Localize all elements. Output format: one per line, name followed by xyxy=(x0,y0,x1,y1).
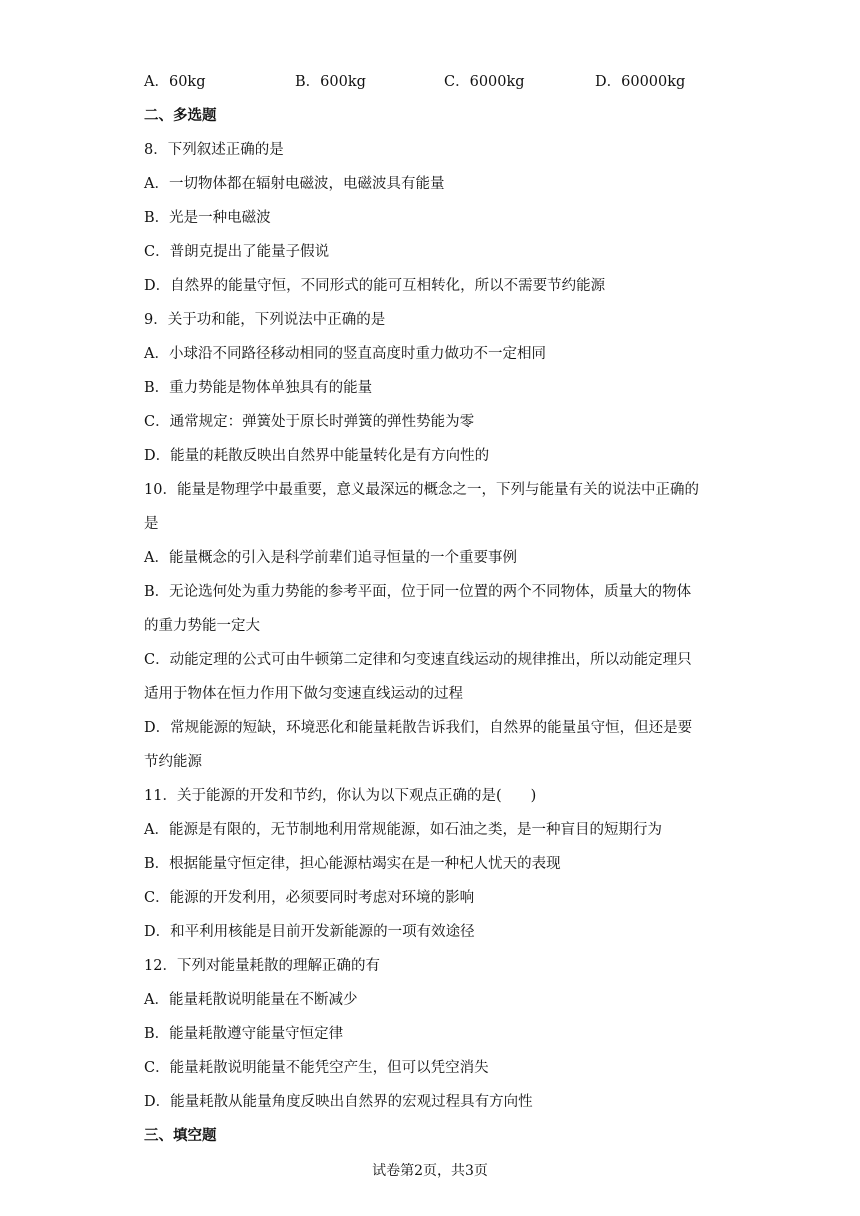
q7-option-b: B．600kg xyxy=(295,74,366,90)
q10-option-b-line-1: B．无论选何处为重力势能的参考平面，位于同一位置的两个不同物体，质量大的物体 xyxy=(144,584,692,600)
q10-option-a: A．能量概念的引入是科学前辈们追寻恒量的一个重要事例 xyxy=(144,550,517,566)
page-footer: 试卷第2页，共3页 xyxy=(372,1163,488,1179)
q12-option-d: D．能量耗散从能量角度反映出自然界的宏观过程具有方向性 xyxy=(144,1094,533,1110)
q8-option-d: D．自然界的能量守恒，不同形式的能可互相转化，所以不需要节约能源 xyxy=(144,278,606,294)
q11-stem: 11．关于能源的开发和节约，你认为以下观点正确的是( ) xyxy=(144,788,537,804)
q10-option-c-line-1: C．动能定理的公式可由牛顿第二定律和匀变速直线运动的规律推出，所以动能定理只 xyxy=(144,652,692,668)
q9-option-d: D．能量的耗散反映出自然界中能量转化是有方向性的 xyxy=(144,448,490,464)
q12-stem: 12．下列对能量耗散的理解正确的有 xyxy=(144,958,380,974)
q9-stem: 9．关于功和能，下列说法中正确的是 xyxy=(144,312,386,328)
q9-option-c: C．通常规定：弹簧处于原长时弹簧的弹性势能为零 xyxy=(144,414,475,430)
q9-option-b: B．重力势能是物体单独具有的能量 xyxy=(144,380,373,396)
q10-option-d-line-1: D．常规能源的短缺，环境恶化和能量耗散告诉我们，自然界的能量虽守恒，但还是要 xyxy=(144,720,693,736)
q9-option-a: A．小球沿不同路径移动相同的竖直高度时重力做功不一定相同 xyxy=(144,346,546,362)
q12-option-b: B．能量耗散遵守能量守恒定律 xyxy=(144,1026,344,1042)
q8-option-b: B．光是一种电磁波 xyxy=(144,210,271,226)
q10-stem-line-2: 是 xyxy=(144,516,159,532)
q11-option-b: B．根据能量守恒定律，担心能源枯竭实在是一种杞人忧天的表现 xyxy=(144,856,561,872)
q8-stem: 8．下列叙述正确的是 xyxy=(144,142,284,158)
q7-option-a: A．60kg xyxy=(144,74,206,90)
q12-option-c: C．能量耗散说明能量不能凭空产生，但可以凭空消失 xyxy=(144,1060,489,1076)
q11-option-a: A．能源是有限的，无节制地利用常规能源，如石油之类，是一种盲目的短期行为 xyxy=(144,822,662,838)
q10-option-d-line-2: 节约能源 xyxy=(144,754,202,770)
q8-option-a: A．一切物体都在辐射电磁波，电磁波具有能量 xyxy=(144,176,445,192)
q10-stem-line-1: 10．能量是物理学中最重要，意义最深远的概念之一，下列与能量有关的说法中正确的 xyxy=(144,482,699,498)
q7-option-d: D．60000kg xyxy=(595,74,686,90)
q10-option-c-line-2: 适用于物体在恒力作用下做匀变速直线运动的过程 xyxy=(144,686,463,702)
q7-options-row xyxy=(0,72,860,92)
q11-option-d: D．和平利用核能是目前开发新能源的一项有效途径 xyxy=(144,924,475,940)
q10-option-b-line-2: 的重力势能一定大 xyxy=(144,618,260,634)
section-fill-in-heading: 三、填空题 xyxy=(144,1127,217,1144)
q7-option-c: C．6000kg xyxy=(444,74,525,90)
section-multiple-choice-heading: 二、多选题 xyxy=(144,107,217,124)
q11-option-c: C．能源的开发利用，必须要同时考虑对环境的影响 xyxy=(144,890,475,906)
q8-option-c: C．普朗克提出了能量子假说 xyxy=(144,244,330,260)
q12-option-a: A．能量耗散说明能量在不断减少 xyxy=(144,992,358,1008)
